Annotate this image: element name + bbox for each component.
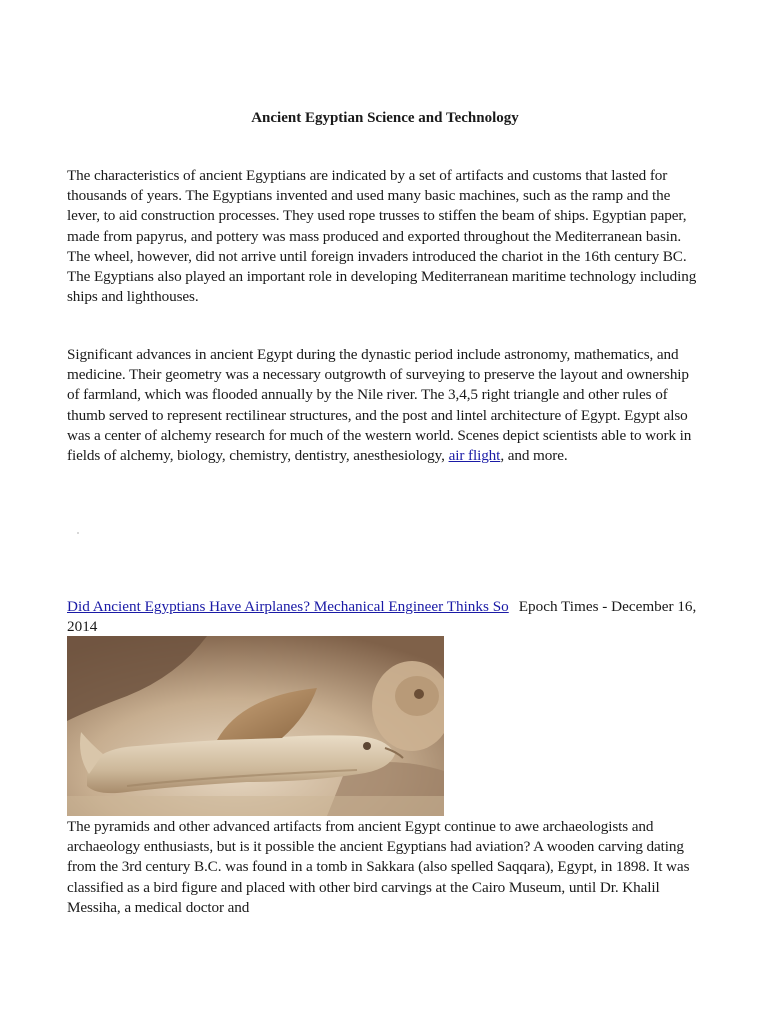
article-link[interactable]: Did Ancient Egyptians Have Airplanes? Mechanical Engineer Thinks So — [67, 598, 509, 615]
paragraph-intro: The characteristics of ancient Egyptians are indicated by a set of artifacts and customs that lasted for thousands of years. The Egyptians invented and used many basic machines, such as the ramp and the lever, to aid construction processes. They used rope trusses to stiffen the beam of ships. Egyptian paper, made from papyrus, and pottery was mass produced and exported throughout the Mediterranean basin. The wheel, however, did not arrive until foreign invaders introduced the chariot in the 16th century BC. The Egyptians also played an important role in developing Mediterranean maritime technology including ships and lighthouses. — [67, 167, 697, 306]
paragraph-advances-end: , and more. — [500, 447, 568, 465]
article-source: Epoch Times - December 16, 2014 — [67, 598, 697, 636]
saqqara-bird-photo — [67, 636, 444, 816]
page-title: Ancient Egyptian Science and Technology — [251, 110, 519, 126]
article-reference — [67, 597, 703, 637]
paragraph-aviation: The pyramids and other advanced artifacts from ancient Egypt continue to awe archaeologists and archaeology enthusiasts, but is it possible the ancient Egyptians had aviation? A wooden carving dating from the 3rd century B.C. was found in a tomb in Sakkara (also spelled Saqqara), Egypt, in 1898. It was classified as a bird figure and placed with other bird carvings at the Cairo Museum, until Dr. Khalil Messiha, a medical doctor and — [67, 818, 690, 916]
paragraph-advances-text: Significant advances in ancient Egypt during the dynastic period include astronomy, mathematics, and medicine. Their geometry was a necessary outgrowth of surveying to preserve the layout and ownership of farmland, which was flooded annually by the Nile river. The 3,4,5 right triangle and other rules of thumb served to represent rectilinear structures, and the post and lintel architecture of Egypt. Egypt also was a center of alchemy research for much of the western world. Scenes depict scientists able to work in fields of alchemy, biology, chemistry, dentistry, anesthesiology, — [67, 346, 692, 465]
air-flight-link[interactable]: air flight — [448, 447, 501, 465]
paragraph-advances — [67, 345, 703, 466]
stray-mark — [77, 532, 79, 534]
